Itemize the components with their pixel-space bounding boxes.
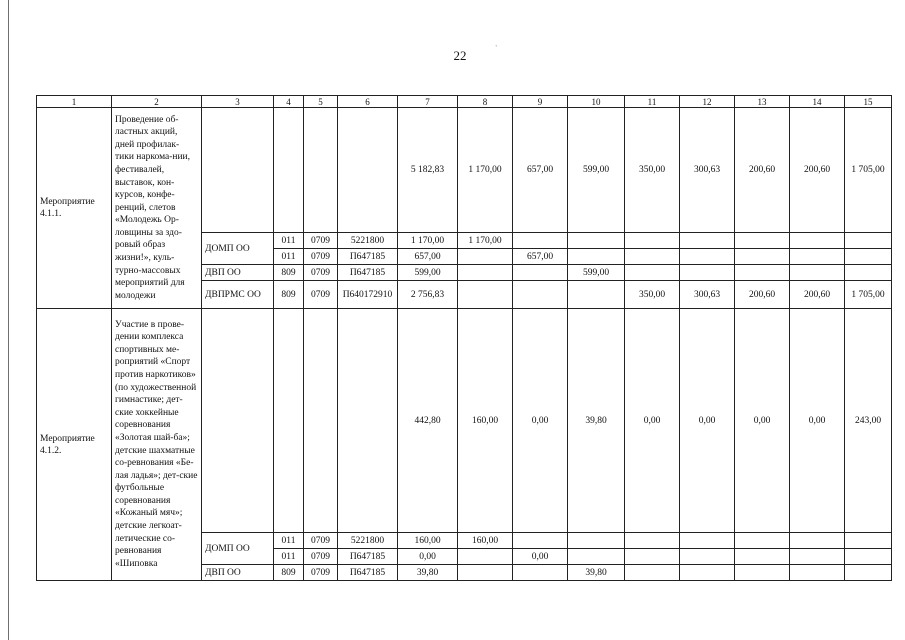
table-cell: 0709 [304, 549, 338, 565]
table-cell [735, 549, 790, 565]
table-cell [680, 533, 735, 549]
total-cell: 0,00 [790, 309, 845, 533]
table-cell [568, 549, 625, 565]
table-cell [735, 249, 790, 265]
table-cell [568, 533, 625, 549]
org-cell [202, 309, 274, 533]
total-cell: 0,00 [735, 309, 790, 533]
total-cell: 200,60 [735, 108, 790, 233]
table-cell: 011 [274, 533, 304, 549]
table-cell [845, 533, 892, 549]
table-cell: 0709 [304, 565, 338, 581]
table-cell [845, 249, 892, 265]
table-cell: 809 [274, 281, 304, 309]
table-cell: 1 705,00 [845, 281, 892, 309]
table-cell: 5221800 [338, 233, 398, 249]
total-cell: 350,00 [625, 108, 680, 233]
header-cell: 15 [845, 96, 892, 108]
table-cell [680, 233, 735, 249]
table-cell [304, 108, 338, 233]
table-cell: 160,00 [398, 533, 458, 549]
table-cell [568, 233, 625, 249]
table-cell [790, 565, 845, 581]
table-cell: 200,60 [735, 281, 790, 309]
header-cell: 10 [568, 96, 625, 108]
table-cell [680, 265, 735, 281]
table-cell [790, 249, 845, 265]
table-cell [274, 108, 304, 233]
table-cell: 657,00 [398, 249, 458, 265]
table-cell: 657,00 [513, 249, 568, 265]
total-cell: 0,00 [625, 309, 680, 533]
org-cell: ДОМП ОО [202, 233, 274, 265]
total-cell: 5 182,83 [398, 108, 458, 233]
header-cell: 4 [274, 96, 304, 108]
table-cell [458, 549, 513, 565]
total-cell: 160,00 [458, 309, 513, 533]
total-cell: 243,00 [845, 309, 892, 533]
table-cell [790, 233, 845, 249]
total-cell: 200,60 [790, 108, 845, 233]
measure-description: Проведение об-ластных акций, дней профилак-тики наркома-нии, фестивалей, выставок, кон-курсов, конфе-ренций, слетов «Молодежь Ор-ловщины за здо-ровый образ жизни!», куль-турно-массовых мероприятий для молодежи [112, 108, 202, 309]
budget-table [36, 95, 892, 581]
table-cell: 599,00 [568, 265, 625, 281]
table-cell [513, 533, 568, 549]
header-row [37, 96, 892, 108]
table-cell: 011 [274, 549, 304, 565]
total-cell: 442,80 [398, 309, 458, 533]
table-cell [458, 265, 513, 281]
table-cell: П647185 [338, 249, 398, 265]
header-cell: 6 [338, 96, 398, 108]
table-cell [274, 309, 304, 533]
table-cell: 0709 [304, 533, 338, 549]
table-cell: П647185 [338, 549, 398, 565]
table-cell: 0,00 [398, 549, 458, 565]
table-cell [625, 533, 680, 549]
table-cell: 0,00 [513, 549, 568, 565]
table-cell [845, 549, 892, 565]
table-cell [845, 565, 892, 581]
table-cell [735, 565, 790, 581]
table-cell [625, 549, 680, 565]
table-cell [458, 281, 513, 309]
measure-label: Мероприятие 4.1.1. [37, 108, 112, 309]
table-cell [625, 565, 680, 581]
table-cell: 5221800 [338, 533, 398, 549]
table-cell [458, 249, 513, 265]
table-cell [845, 233, 892, 249]
total-cell: 657,00 [513, 108, 568, 233]
table-cell: 809 [274, 565, 304, 581]
table-cell [568, 249, 625, 265]
table-cell: 300,63 [680, 281, 735, 309]
table-cell: 39,80 [568, 565, 625, 581]
org-cell [202, 108, 274, 233]
org-cell: ДВПРМС ОО [202, 281, 274, 309]
total-cell: 1 170,00 [458, 108, 513, 233]
header-cell: 5 [304, 96, 338, 108]
total-cell: 0,00 [680, 309, 735, 533]
header-cell: 7 [398, 96, 458, 108]
table-cell [513, 565, 568, 581]
org-cell: ДВП ОО [202, 265, 274, 281]
header-cell: 13 [735, 96, 790, 108]
table-cell: 1 170,00 [458, 233, 513, 249]
measure-description: Участие в прове-дении комплекса спортивных ме-роприятий «Спорт против наркотиков» (по художественной гимнастике; дет-ские хоккейные соревнования «Золотая шай-ба»; детские шахматные со-ревнования «Бе-лая ладья»; дет-ские футбольные соревнования «Кожаный мяч»; детские легкоат-летические со-ревнования «Шиповка [112, 309, 202, 581]
table-cell: 599,00 [398, 265, 458, 281]
table-cell: 0709 [304, 249, 338, 265]
org-cell: ДВП ОО [202, 565, 274, 581]
table-cell [790, 265, 845, 281]
header-cell: 1 [37, 96, 112, 108]
table-cell: П640172910 [338, 281, 398, 309]
table-cell: 350,00 [625, 281, 680, 309]
table-cell: 200,60 [790, 281, 845, 309]
table-cell [680, 249, 735, 265]
table-cell [735, 233, 790, 249]
table-cell: 011 [274, 233, 304, 249]
table-cell [625, 265, 680, 281]
header-cell: 12 [680, 96, 735, 108]
table-cell [458, 565, 513, 581]
table-cell: 0709 [304, 281, 338, 309]
header-cell: 3 [202, 96, 274, 108]
table-row [37, 108, 892, 233]
table-cell: П647185 [338, 565, 398, 581]
table-cell [304, 309, 338, 533]
table-cell [845, 265, 892, 281]
table-cell: 1 170,00 [398, 233, 458, 249]
table-cell [735, 533, 790, 549]
table-cell [513, 281, 568, 309]
measure-label: Мероприятие 4.1.2. [37, 309, 112, 581]
table-cell [625, 233, 680, 249]
scan-mark: ` [495, 44, 498, 53]
header-cell: 11 [625, 96, 680, 108]
total-cell: 599,00 [568, 108, 625, 233]
total-cell: 0,00 [513, 309, 568, 533]
table-cell [790, 549, 845, 565]
table-cell: 39,80 [398, 565, 458, 581]
table-cell [735, 265, 790, 281]
org-cell: ДОМП ОО [202, 533, 274, 565]
table-cell: 160,00 [458, 533, 513, 549]
table-cell [680, 549, 735, 565]
table-cell [680, 565, 735, 581]
header-cell: 14 [790, 96, 845, 108]
table-cell [338, 108, 398, 233]
table-cell [790, 533, 845, 549]
total-cell: 1 705,00 [845, 108, 892, 233]
table-cell: 0709 [304, 233, 338, 249]
table-cell: П647185 [338, 265, 398, 281]
table-cell [513, 265, 568, 281]
total-cell: 300,63 [680, 108, 735, 233]
header-cell: 9 [513, 96, 568, 108]
table-cell: 809 [274, 265, 304, 281]
table-cell [568, 281, 625, 309]
header-cell: 2 [112, 96, 202, 108]
total-cell: 39,80 [568, 309, 625, 533]
header-cell: 8 [458, 96, 513, 108]
table-cell: 2 756,83 [398, 281, 458, 309]
table-cell [513, 233, 568, 249]
table-cell: 011 [274, 249, 304, 265]
table-cell: 0709 [304, 265, 338, 281]
table-cell [338, 309, 398, 533]
table-row [37, 309, 892, 533]
table-cell [625, 249, 680, 265]
page-number: 22 [453, 48, 467, 63]
page-edge-line [8, 0, 9, 640]
